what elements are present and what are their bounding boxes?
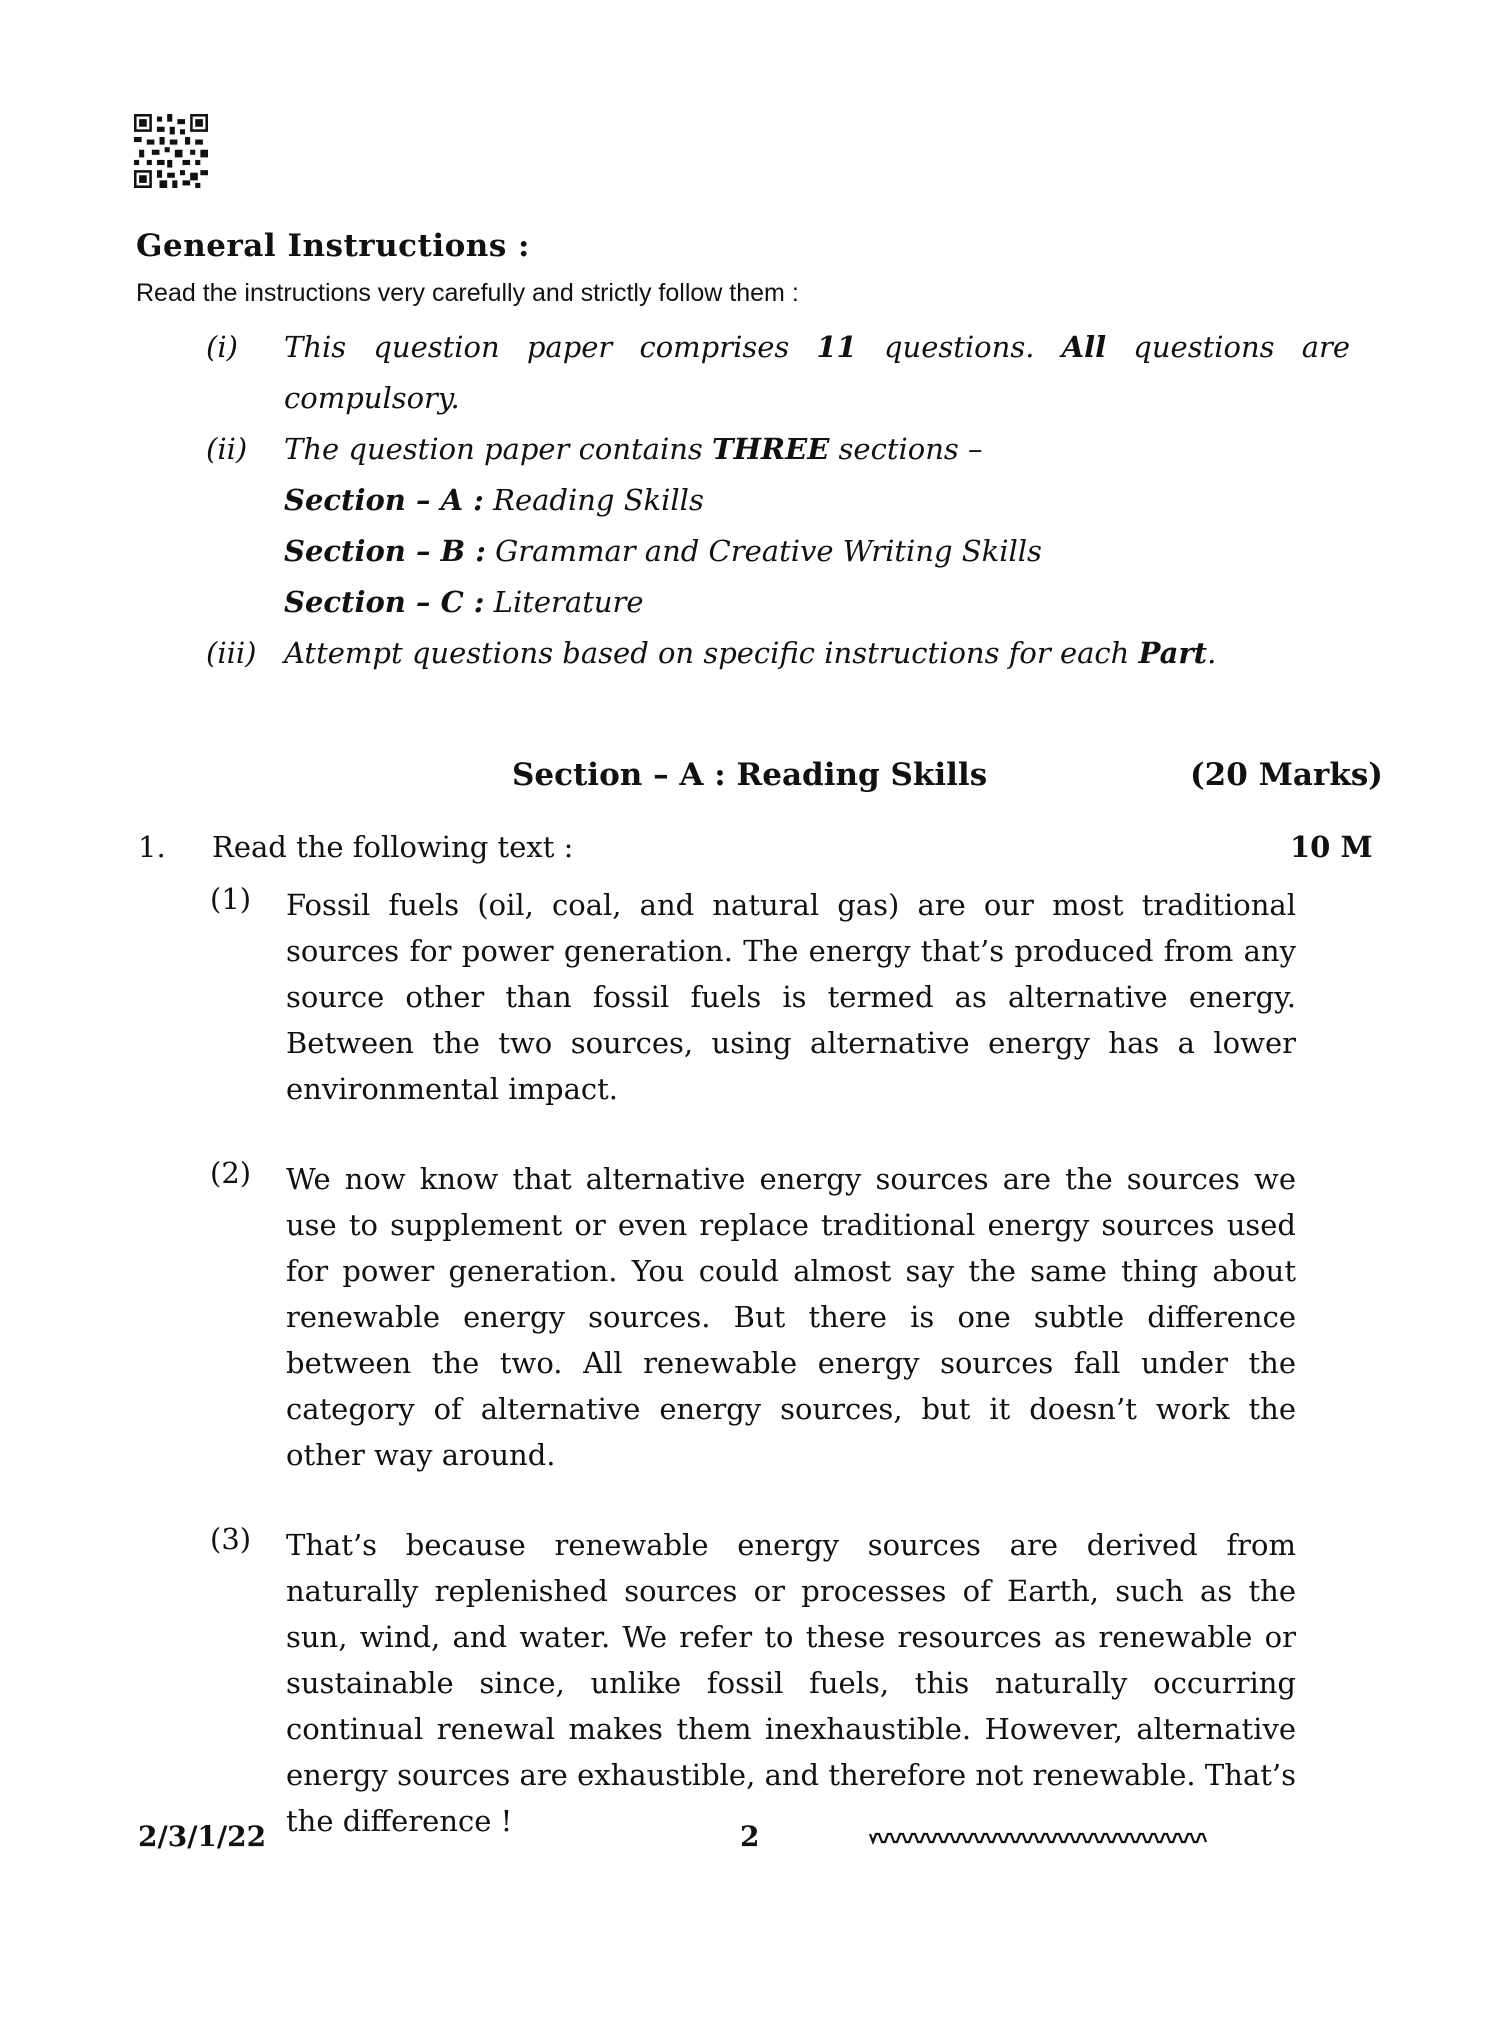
paragraph-text: We now know that alternative energy sources are the sources we use to supplement or even replace traditional energy sources used for power generation. You could almost say the same thing about renewable energy sources. But there is one subtle difference between the two. All renewable energy sources fall under the category of alternative energy sources, but it doesn’t work the other way around. xyxy=(286,1162,1296,1472)
section-title: Section – A : Reading Skills xyxy=(512,757,988,793)
section-list-item: Section – B : Grammar and Creative Writing Skills xyxy=(284,534,1042,568)
paragraph-text: Fossil fuels (oil, coal, and natural gas) are our most traditional sources for power generation. The energy that’s produced from any source other than fossil fuels is termed as alternative energy. Between the two sources, using alternative energy has a lower environmental impact. xyxy=(286,888,1296,1106)
instruction-item: Attempt questions based on specific instructions for each Part. xyxy=(284,636,1217,670)
question-marks: 10 M xyxy=(1290,830,1373,864)
paper-code: 2/3/1/22 xyxy=(138,1820,267,1853)
section-list-item: Section – A : Reading Skills xyxy=(284,483,704,517)
question-number: 1. xyxy=(138,830,166,864)
instruction-continuation: compulsory. xyxy=(284,381,460,415)
paragraph-number: (1) xyxy=(210,882,252,916)
paragraph-number: (2) xyxy=(210,1156,252,1190)
question-prompt: Read the following text : xyxy=(212,830,574,864)
qr-code-icon xyxy=(134,114,208,188)
instruction-item: This question paper comprises 11 questions. All questions are xyxy=(284,330,1351,364)
instruction-number: (i) xyxy=(206,330,238,364)
instruction-number: (ii) xyxy=(206,432,248,466)
wavy-line-decoration xyxy=(868,1826,1208,1848)
section-marks: (20 Marks) xyxy=(1190,757,1383,793)
page-number: 2 xyxy=(740,1820,760,1853)
instruction-item: The question paper contains THREE sections – xyxy=(284,432,983,466)
section-list-item: Section – C : Literature xyxy=(284,585,644,619)
paragraph-text: That’s because renewable energy sources are derived from naturally replenished sources or processes of Earth, such as the sun, wind, and water. We refer to these resources as renewable or sustainable since, unlike fossil fuels, this naturally occurring continual renewal makes them inexhaustible. However, alternative energy sources are exhaustible, and therefore not renewable. That’s the difference ! xyxy=(286,1528,1296,1838)
general-instructions-title: General Instructions : xyxy=(136,228,531,264)
general-instructions-lead: Read the instructions very carefully and strictly follow them : xyxy=(136,279,799,307)
instruction-number: (iii) xyxy=(206,636,257,670)
paragraph-number: (3) xyxy=(210,1522,252,1556)
